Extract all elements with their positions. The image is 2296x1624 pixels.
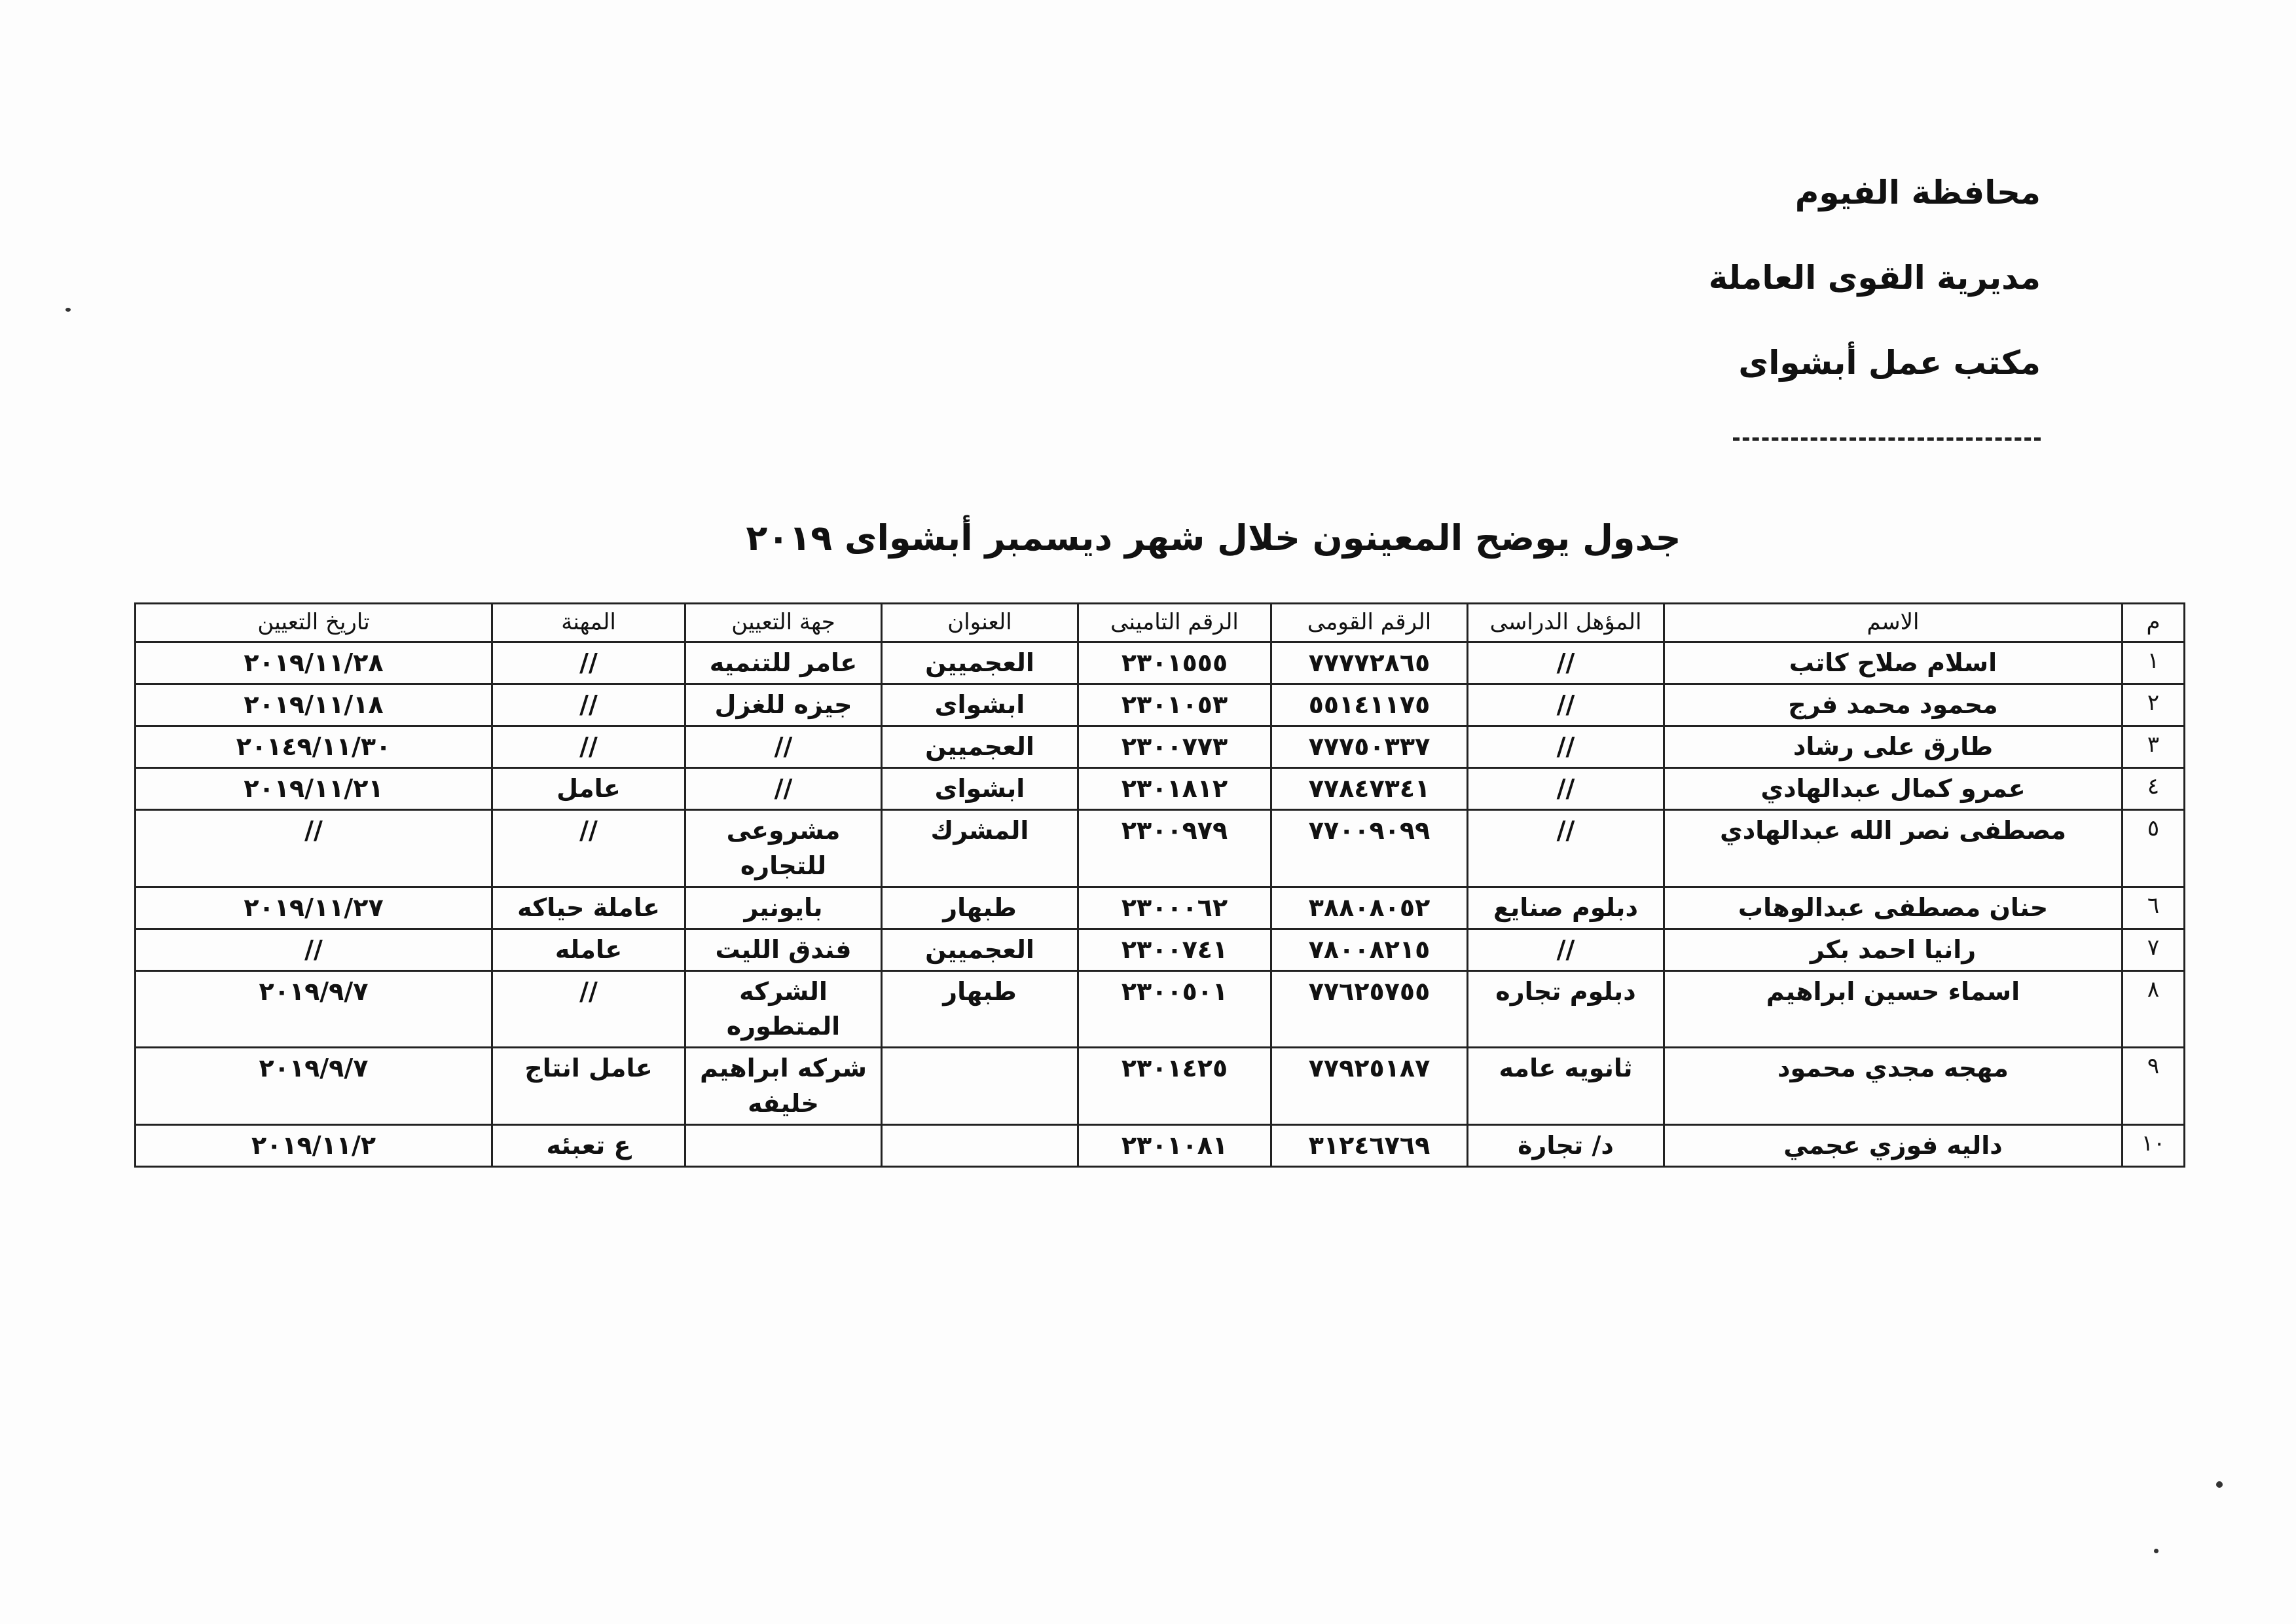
insurance-number-cell: ٢٣٠١٠٥٣ [1078,684,1271,726]
national-id-cell: ٧٧٧٥٠٣٣٧ [1271,726,1468,767]
employer-cell: عامر للتنميه [685,642,882,684]
employer-cell: الشركه المتطوره [685,971,882,1048]
profession-cell: عاملة حياكه [492,887,685,929]
address-cell: طبهار [882,971,1078,1048]
profession-cell: // [492,684,685,726]
employer-cell: // [685,768,882,810]
qualification-cell: // [1468,726,1664,767]
appointment-date-cell: ٢٠١٩/٩/٧ [136,971,492,1048]
name-cell: رانيا احمد بكر [1664,929,2123,970]
table-row [136,929,2185,970]
name-cell: عمرو كمال عبدالهادي [1664,768,2123,810]
address-cell [882,1048,1078,1124]
appointees-table [134,602,2185,1168]
column-header: المؤهل الدراسى [1468,604,1664,642]
employer-cell: مشروعى للتجاره [685,810,882,887]
row-number: ٩ [2123,1048,2185,1124]
governorate-heading: محافظة الفيوم [1795,174,2041,212]
name-cell: طارق على رشاد [1664,726,2123,767]
table-row [136,768,2185,810]
appointment-date-cell: ٢٠١٩/١١/٢١ [136,768,492,810]
address-cell: ابشواى [882,684,1078,726]
national-id-cell: ٧٧٩٢٥١٨٧ [1271,1048,1468,1124]
name-cell: اسلام صلاح كاتب [1664,642,2123,684]
table-row [136,971,2185,1048]
employer-cell: شركه ابراهيم خليفه [685,1048,882,1124]
address-cell: العجميين [882,642,1078,684]
table-row [136,1048,2185,1124]
address-cell: العجميين [882,929,1078,970]
address-cell [882,1124,1078,1166]
profession-cell: عامل انتاج [492,1048,685,1124]
row-number: ٧ [2123,929,2185,970]
insurance-number-cell: ٢٣٠١٤٢٥ [1078,1048,1271,1124]
table-row [136,887,2185,929]
appointment-date-cell: ٢٠١٩/١١/٢٧ [136,887,492,929]
appointment-date-cell: ٢٠١٩/٩/٧ [136,1048,492,1124]
scan-speck [2154,1549,2159,1553]
office-heading: مكتب عمل أبشواى [1738,344,2041,382]
insurance-number-cell: ٢٣٠٠٠٦٢ [1078,887,1271,929]
table-row [136,726,2185,767]
name-cell: داليه فوزي عجمي [1664,1124,2123,1166]
address-cell: العجميين [882,726,1078,767]
name-cell: محمود محمد فرج [1664,684,2123,726]
national-id-cell: ٥٥١٤١١٧٥ [1271,684,1468,726]
national-id-cell: ٣١٢٤٦٧٦٩ [1271,1124,1468,1166]
appointment-date-cell: ٢٠١٤٩/١١/٣٠ [136,726,492,767]
employer-cell: فندق الليت [685,929,882,970]
scan-speck [65,308,71,312]
column-header: جهة التعيين [685,604,882,642]
row-number: ٥ [2123,810,2185,887]
insurance-number-cell: ٢٣٠١٥٥٥ [1078,642,1271,684]
directorate-heading: مديرية القوى العاملة [1708,259,2041,297]
table-row [136,1124,2185,1166]
appointment-date-cell: ٢٠١٩/١١/٢ [136,1124,492,1166]
national-id-cell: ٧٧٠٠٩٠٩٩ [1271,810,1468,887]
profession-cell: ع تعبئه [492,1124,685,1166]
name-cell: حنان مصطفى عبدالوهاب [1664,887,2123,929]
qualification-cell: // [1468,768,1664,810]
column-header: المهنة [492,604,685,642]
name-cell: اسماء حسين ابراهيم [1664,971,2123,1048]
column-header: الاسم [1664,604,2123,642]
national-id-cell: ٧٧٨٤٧٣٤١ [1271,768,1468,810]
appointment-date-cell: ٢٠١٩/١١/٢٨ [136,642,492,684]
employer-cell [685,1124,882,1166]
qualification-cell: د/ تجارة [1468,1124,1664,1166]
address-cell: طبهار [882,887,1078,929]
column-header: تاريخ التعيين [136,604,492,642]
appointment-date-cell: // [136,929,492,970]
name-cell: مصطفى نصر الله عبدالهادي [1664,810,2123,887]
insurance-number-cell: ٢٣٠٠٧٧٣ [1078,726,1271,767]
row-number: ٣ [2123,726,2185,767]
qualification-cell: // [1468,684,1664,726]
address-cell: المشرك [882,810,1078,887]
table-row [136,684,2185,726]
row-number: ١٠ [2123,1124,2185,1166]
insurance-number-cell: ٢٣٠١٨١٢ [1078,768,1271,810]
row-number: ١ [2123,642,2185,684]
row-number: ٤ [2123,768,2185,810]
column-header: الرقم القومى [1271,604,1468,642]
qualification-cell: // [1468,810,1664,887]
insurance-number-cell: ٢٣٠١٠٨١ [1078,1124,1271,1166]
qualification-cell: ثانويه عامه [1468,1048,1664,1124]
profession-cell: // [492,810,685,887]
table-row [136,642,2185,684]
column-header: العنوان [882,604,1078,642]
table-row [136,810,2185,887]
row-number: ٨ [2123,971,2185,1048]
insurance-number-cell: ٢٣٠٠٧٤١ [1078,929,1271,970]
qualification-cell: دبلوم تجاره [1468,971,1664,1048]
national-id-cell: ٧٧٧٧٢٨٦٥ [1271,642,1468,684]
insurance-number-cell: ٢٣٠٠٥٠١ [1078,971,1271,1048]
row-number: ٦ [2123,887,2185,929]
employer-cell: جيزه للغزل [685,684,882,726]
table-header-row [136,604,2185,642]
national-id-cell: ٧٨٠٠٨٢١٥ [1271,929,1468,970]
qualification-cell: // [1468,929,1664,970]
employer-cell: // [685,726,882,767]
qualification-cell: // [1468,642,1664,684]
document-title: جدول يوضح المعينون خلال شهر ديسمبر أبشواى ٢٠١٩ [746,517,1681,559]
column-header: الرقم التامينى [1078,604,1271,642]
scan-speck [2216,1481,2223,1488]
national-id-cell: ٧٧٦٢٥٧٥٥ [1271,971,1468,1048]
national-id-cell: ٣٨٨٠٨٠٥٢ [1271,887,1468,929]
appointment-date-cell: // [136,810,492,887]
profession-cell: // [492,642,685,684]
appointment-date-cell: ٢٠١٩/١١/١٨ [136,684,492,726]
insurance-number-cell: ٢٣٠٠٩٧٩ [1078,810,1271,887]
dashed-separator [1733,437,2041,441]
row-number: ٢ [2123,684,2185,726]
column-header: م [2123,604,2185,642]
profession-cell: // [492,971,685,1048]
profession-cell: عامله [492,929,685,970]
employer-cell: بايونير [685,887,882,929]
address-cell: ابشواى [882,768,1078,810]
qualification-cell: دبلوم صنايع [1468,887,1664,929]
name-cell: مهجه مجدي محمود [1664,1048,2123,1124]
profession-cell: عامل [492,768,685,810]
profession-cell: // [492,726,685,767]
